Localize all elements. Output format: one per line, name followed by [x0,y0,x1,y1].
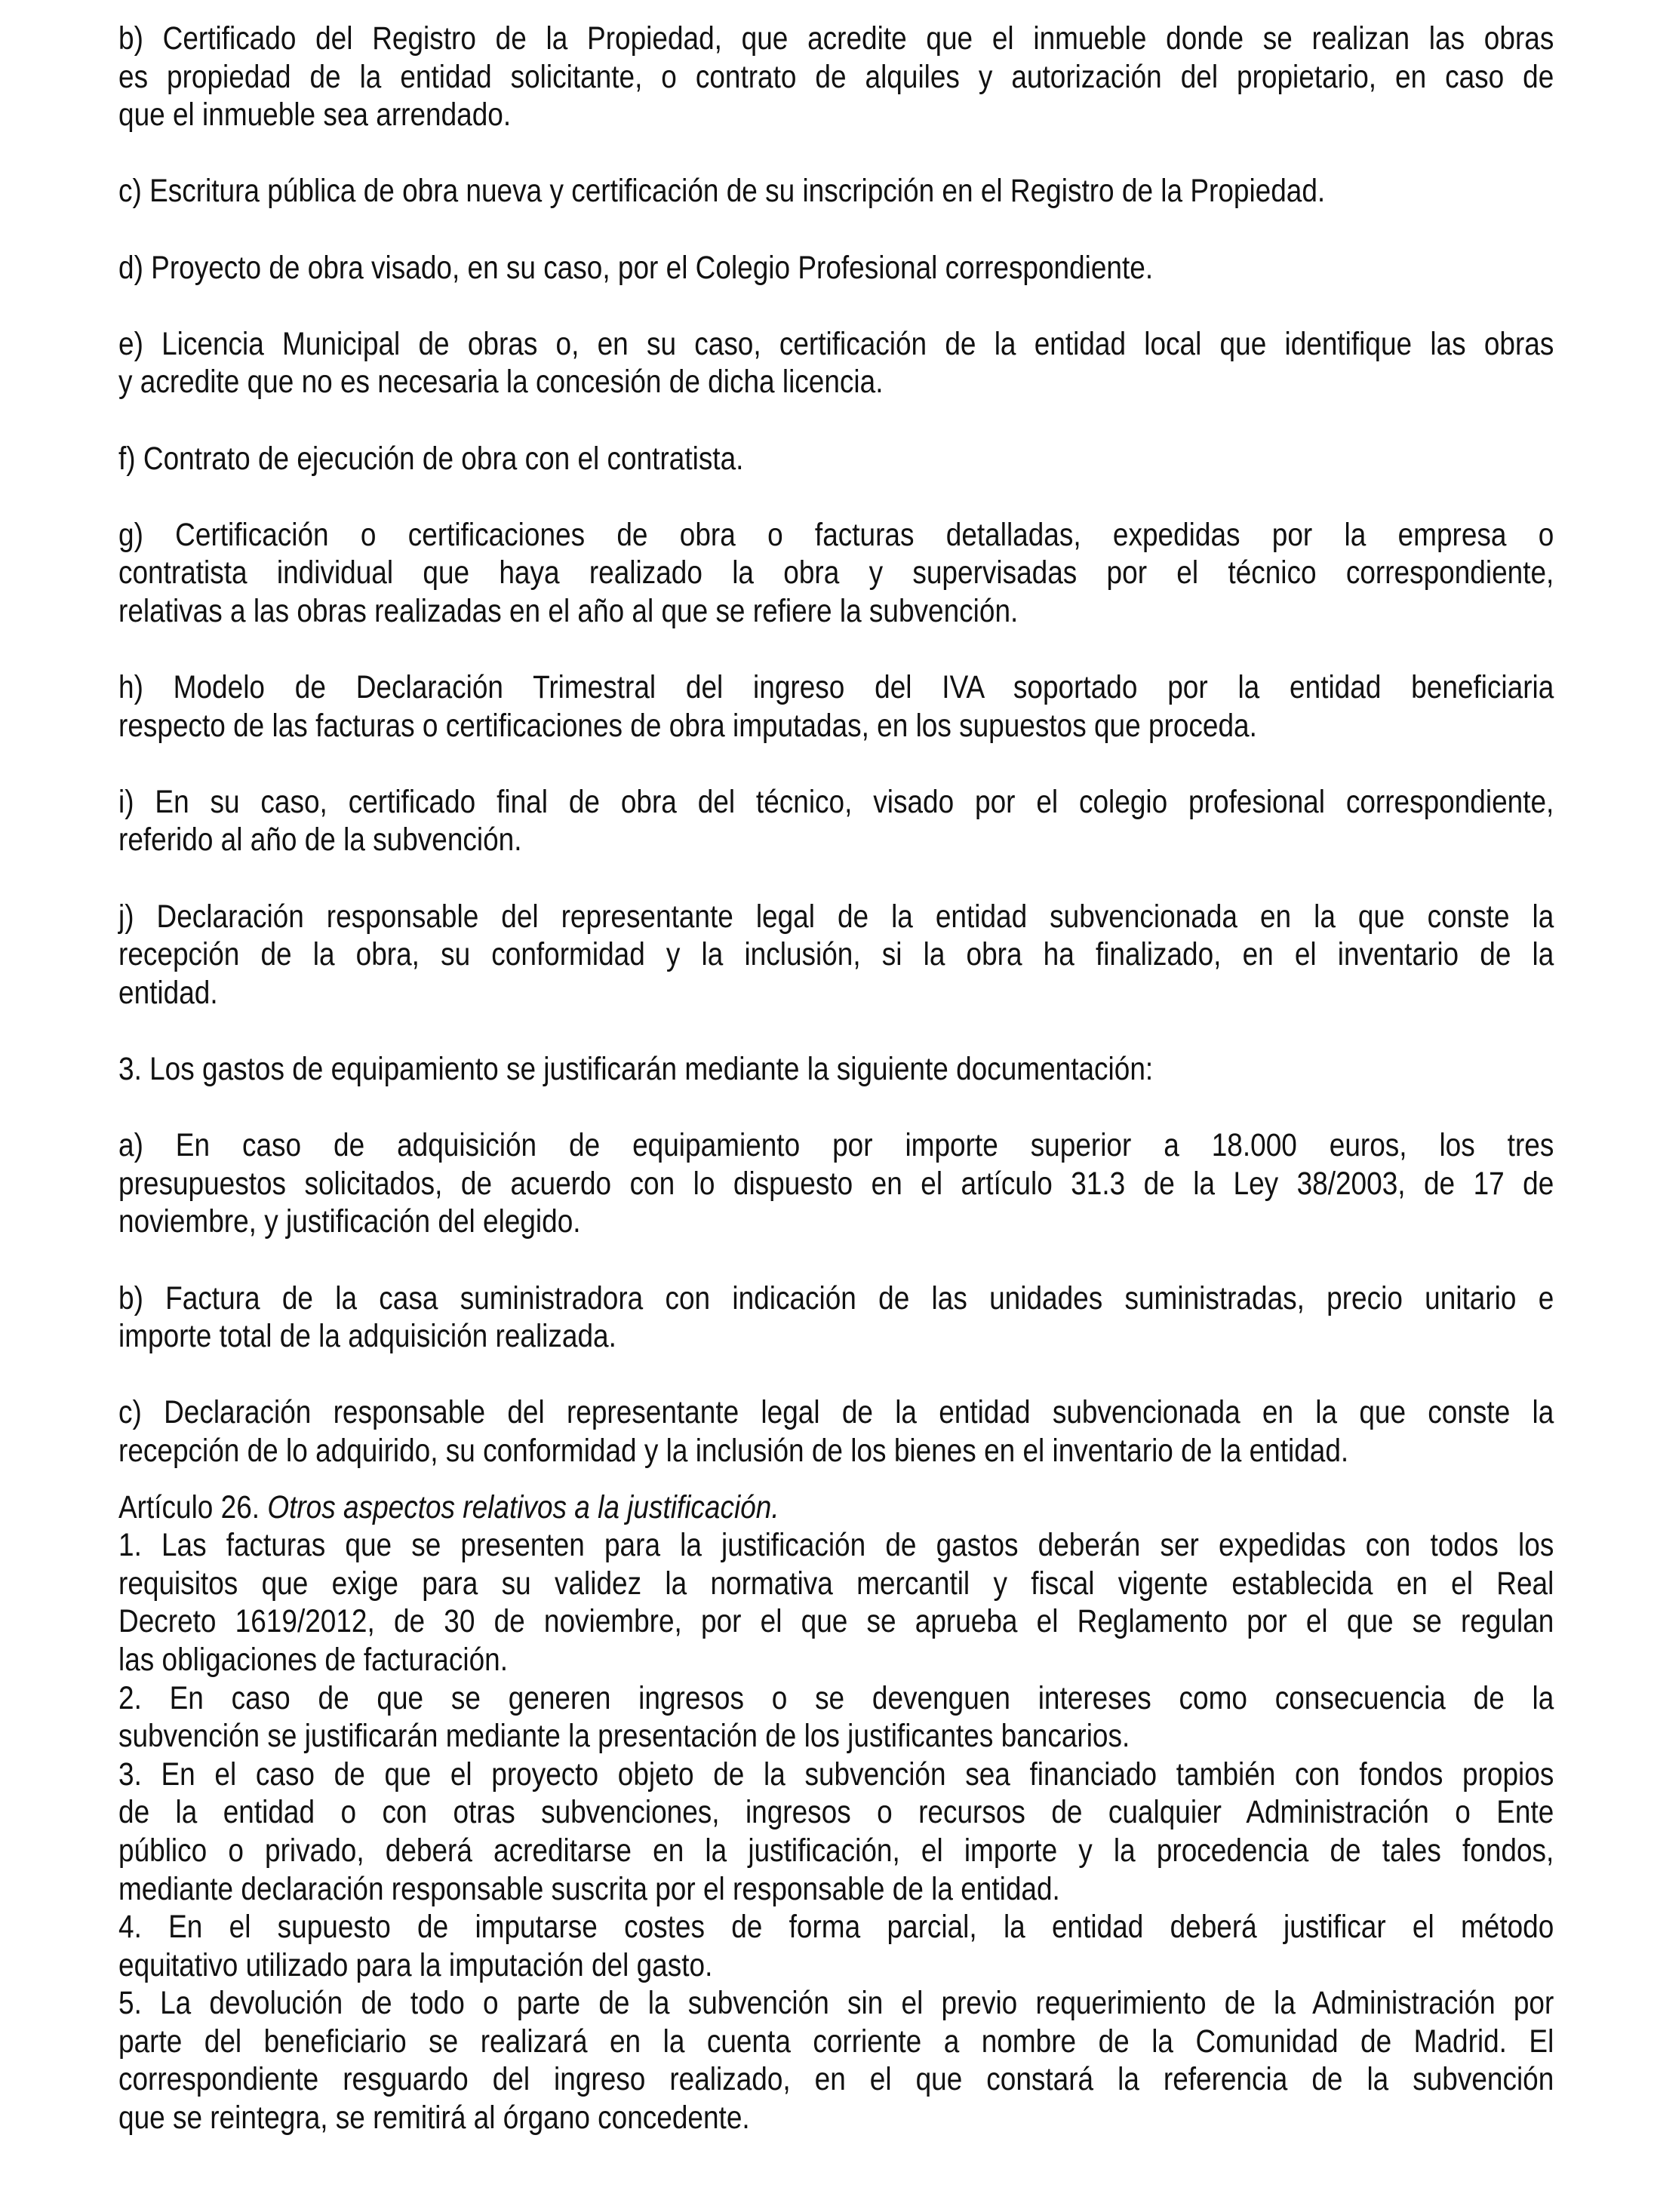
text-line: b) Certificado del Registro de la Propiedad, que acredite que el inmueble donde se realizan las obras [118,20,1554,57]
article-title: Otros aspectos relativos a la justificación. [267,1488,779,1525]
paragraph [118,20,1554,134]
text-line: importe total de la adquisición realizada. [118,1318,616,1355]
text-line: j) Declaración responsable del representante legal de la entidad subvencionada en la que conste la [118,898,1554,935]
text-line: público o privado, deberá acreditarse en la justificación, el importe y la procedencia de tales fondos, [118,1832,1554,1869]
text-line: c) Escritura pública de obra nueva y certificación de su inscripción en el Registro de la Propiedad. [118,173,1326,210]
text-line: mediante declaración responsable suscrita por el responsable de la entidad. [118,1870,1060,1907]
text-line: contratista individual que haya realizado la obra y supervisadas por el técnico correspondiente, [118,555,1554,591]
paragraph [118,668,1554,745]
text-line: parte del beneficiario se realizará en la cuenta corriente a nombre de la Comunidad de Madrid. El [118,2023,1554,2060]
text-line: entidad. [118,974,218,1011]
text-line: equitativo utilizado para la imputación del gasto. [118,1946,713,1983]
text-line: respecto de las facturas o certificaciones de obra imputadas, en los supuestos que proceda. [118,707,1257,744]
paragraph [118,172,1554,210]
text-line: relativas a las obras realizadas en el año al que se refiere la subvención. [118,592,1019,629]
text-line: 3. En el caso de que el proyecto objeto de la subvención sea financiado también con fondos propios [118,1756,1554,1793]
text-line: c) Declaración responsable del representante legal de la entidad subvencionada en la que conste la [118,1394,1554,1431]
text-line: Decreto 1619/2012, de 30 de noviembre, por el que se aprueba el Reglamento por el que se regulan [118,1603,1554,1640]
paragraph [118,325,1554,401]
paragraph [118,1526,1554,1679]
article-paragraphs [118,1526,1554,2137]
text-line: recepción de lo adquirido, su conformidad y la inclusión de los bienes en el inventario de la entidad. [118,1432,1349,1469]
paragraph [118,783,1554,859]
text-line: es propiedad de la entidad solicitante, o contrato de alquiles y autorización del propietario, en caso de [118,58,1554,95]
text-line: subvención se justificarán mediante la presentación de los justificantes bancarios. [118,1718,1130,1755]
paragraph [118,898,1554,1012]
text-line: de la entidad o con otras subvenciones, ingresos o recursos de cualquier Administración o Ente [118,1794,1554,1831]
text-line: 1. Las facturas que se presenten para la justificación de gastos deberán ser expedidas con todos los [118,1527,1554,1564]
text-line: 5. La devolución de todo o parte de la subvención sin el previo requerimiento de la Administración por [118,1985,1554,2022]
text-line: a) En caso de adquisición de equipamiento por importe superior a 18.000 euros, los tres [118,1127,1554,1164]
paragraph [118,249,1554,287]
text-line: y acredite que no es necesaria la concesión de dicha licencia. [118,364,884,401]
paragraph [118,1280,1554,1356]
text-line: 4. En el supuesto de imputarse costes de forma parcial, la entidad deberá justificar el método [118,1909,1554,1946]
text-line: las obligaciones de facturación. [118,1641,508,1678]
paragraph [118,440,1554,478]
paragraph [118,516,1554,631]
text-line: que se reintegra, se remitirá al órgano concedente. [118,2100,750,2137]
paragraph [118,1756,1554,1908]
justification-list [118,20,1554,1470]
paragraph [118,1908,1554,1984]
text-line: d) Proyecto de obra visado, en su caso, por el Colegio Profesional correspondiente. [118,249,1154,286]
text-line: noviembre, y justificación del elegido. [118,1203,581,1240]
text-line: correspondiente resguardo del ingreso realizado, en el que constará la referencia de la subvención [118,2061,1554,2098]
text-line: b) Factura de la casa suministradora con indicación de las unidades suministradas, precio unitario e [118,1280,1554,1316]
text-line: presupuestos solicitados, de acuerdo con lo dispuesto en el artículo 31.3 de la Ley 38/2003, de 17 de [118,1165,1554,1202]
text-line: e) Licencia Municipal de obras o, en su caso, certificación de la entidad local que identifique las obras [118,325,1554,362]
text-line: requisitos que exige para su validez la normativa mercantil y fiscal vigente establecida en el Real [118,1565,1554,1602]
article-heading [118,1488,1554,1527]
paragraph [118,1126,1554,1241]
text-line: g) Certificación o certificaciones de obra o facturas detalladas, expedidas por la empresa o [118,516,1554,553]
paragraph [118,1393,1554,1470]
text-line: referido al año de la subvención. [118,822,522,859]
text-line: h) Modelo de Declaración Trimestral del ingreso del IVA soportado por la entidad beneficiaria [118,669,1554,706]
document-page [118,20,1554,2137]
text-line: recepción de la obra, su conformidad y la inclusión, si la obra ha finalizado, en el inventario de la [118,936,1554,973]
text-line: 2. En caso de que se generen ingresos o se devenguen intereses como consecuencia de la [118,1679,1554,1716]
article-number: Artículo 26. [118,1488,260,1525]
text-line: f) Contrato de ejecución de obra con el contratista. [118,440,744,477]
text-line: 3. Los gastos de equipamiento se justificarán mediante la siguiente documentación: [118,1051,1154,1088]
text-line: que el inmueble sea arrendado. [118,97,512,134]
paragraph [118,1050,1554,1089]
paragraph [118,1679,1554,1756]
text-line: i) En su caso, certificado final de obra del técnico, visado por el colegio profesional correspondiente, [118,783,1554,820]
paragraph [118,1984,1554,2137]
